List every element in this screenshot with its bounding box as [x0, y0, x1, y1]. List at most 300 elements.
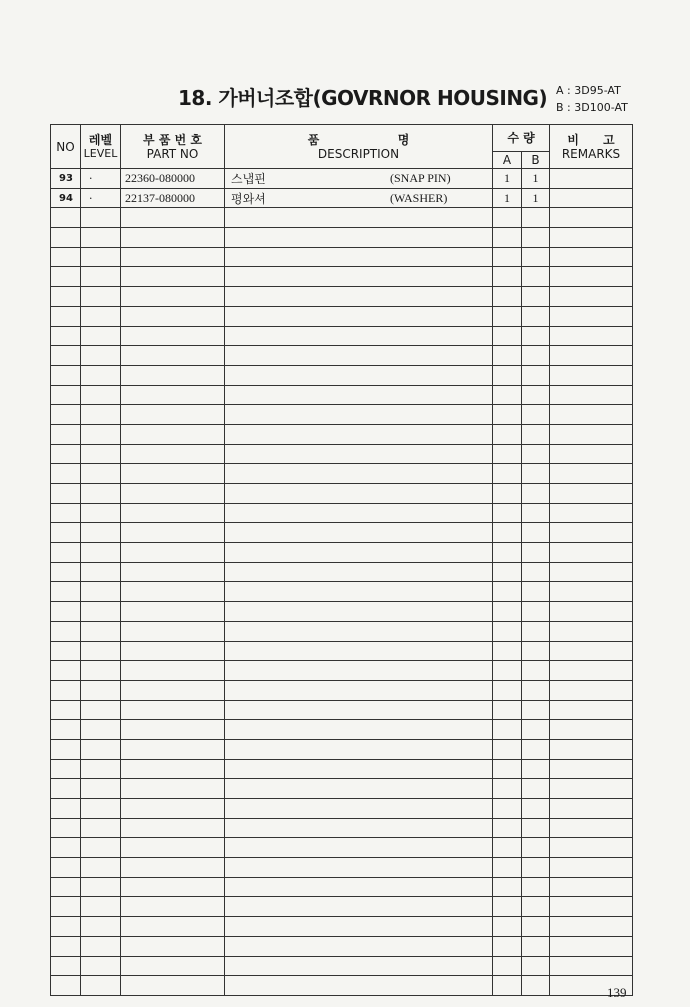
empty-cell — [550, 700, 633, 720]
row-qty-a: 1 — [493, 169, 522, 189]
empty-cell — [522, 503, 550, 523]
empty-cell — [522, 365, 550, 385]
part-en-label: PART NO — [146, 146, 199, 161]
empty-cell — [493, 228, 522, 248]
empty-cell — [121, 759, 225, 779]
empty-cell — [225, 680, 493, 700]
empty-cell — [81, 621, 121, 641]
empty-cell — [522, 739, 550, 759]
empty-cell — [522, 326, 550, 346]
empty-cell — [493, 759, 522, 779]
desc-ko-label — [225, 133, 492, 147]
empty-cell — [550, 385, 633, 405]
empty-cell — [81, 484, 121, 504]
empty-cell — [225, 858, 493, 878]
level-en-label: LEVEL — [83, 146, 118, 160]
empty-cell — [81, 917, 121, 937]
empty-table-row — [51, 464, 633, 484]
empty-cell — [493, 956, 522, 976]
empty-cell — [121, 602, 225, 622]
empty-table-row — [51, 346, 633, 366]
empty-cell — [550, 424, 633, 444]
empty-table-row — [51, 365, 633, 385]
empty-table-row — [51, 680, 633, 700]
empty-cell — [51, 877, 81, 897]
empty-cell — [493, 838, 522, 858]
empty-table-row — [51, 208, 633, 228]
empty-cell — [121, 484, 225, 504]
col-remarks-header — [550, 125, 633, 169]
empty-cell — [81, 661, 121, 681]
empty-cell — [550, 779, 633, 799]
empty-cell — [81, 582, 121, 602]
empty-table-row — [51, 267, 633, 287]
empty-cell — [522, 621, 550, 641]
part-ko-label: 부 품 번 호 — [143, 132, 202, 147]
empty-table-row — [51, 936, 633, 956]
empty-cell — [121, 799, 225, 819]
empty-cell — [493, 976, 522, 996]
empty-cell — [81, 956, 121, 976]
page-number: 139 — [607, 985, 627, 1000]
empty-cell — [225, 405, 493, 425]
empty-cell — [51, 424, 81, 444]
empty-table-row — [51, 838, 633, 858]
row-level: · — [81, 169, 121, 189]
empty-cell — [225, 346, 493, 366]
empty-cell — [51, 680, 81, 700]
empty-cell — [81, 287, 121, 307]
empty-cell — [550, 543, 633, 563]
empty-cell — [51, 838, 81, 858]
empty-cell — [225, 956, 493, 976]
empty-cell — [81, 346, 121, 366]
empty-cell — [51, 602, 81, 622]
empty-cell — [225, 582, 493, 602]
empty-cell — [550, 405, 633, 425]
empty-cell — [493, 247, 522, 267]
empty-cell — [121, 877, 225, 897]
empty-cell — [81, 799, 121, 819]
empty-cell — [121, 562, 225, 582]
empty-cell — [493, 877, 522, 897]
empty-cell — [81, 936, 121, 956]
empty-cell — [522, 208, 550, 228]
empty-cell — [493, 365, 522, 385]
empty-cell — [81, 838, 121, 858]
remarks-ko-label: 비 고 — [567, 132, 615, 147]
model-b: B : 3D100-AT — [556, 101, 628, 114]
empty-cell — [51, 976, 81, 996]
empty-cell — [225, 976, 493, 996]
empty-cell — [225, 444, 493, 464]
desc-ko-label-2: 명 — [397, 132, 410, 147]
empty-cell — [51, 444, 81, 464]
empty-cell — [81, 424, 121, 444]
empty-cell — [225, 424, 493, 444]
empty-cell — [522, 799, 550, 819]
empty-cell — [225, 838, 493, 858]
empty-cell — [522, 385, 550, 405]
empty-cell — [51, 582, 81, 602]
empty-cell — [522, 897, 550, 917]
empty-cell — [121, 228, 225, 248]
empty-cell — [522, 700, 550, 720]
empty-cell — [51, 208, 81, 228]
empty-cell — [225, 503, 493, 523]
empty-cell — [121, 818, 225, 838]
empty-cell — [225, 799, 493, 819]
model-a: A : 3D95-AT — [556, 84, 621, 97]
empty-table-row — [51, 385, 633, 405]
empty-cell — [121, 680, 225, 700]
empty-cell — [81, 503, 121, 523]
empty-cell — [121, 247, 225, 267]
empty-cell — [225, 208, 493, 228]
empty-cell — [121, 897, 225, 917]
empty-cell — [81, 385, 121, 405]
empty-table-row — [51, 661, 633, 681]
empty-cell — [225, 365, 493, 385]
empty-cell — [522, 346, 550, 366]
empty-cell — [51, 306, 81, 326]
empty-table-row — [51, 228, 633, 248]
empty-cell — [225, 739, 493, 759]
empty-table-row — [51, 858, 633, 878]
empty-cell — [225, 641, 493, 661]
empty-cell — [81, 247, 121, 267]
empty-cell — [51, 228, 81, 248]
empty-cell — [81, 306, 121, 326]
row-no: 94 — [51, 188, 81, 208]
empty-cell — [81, 739, 121, 759]
empty-cell — [522, 464, 550, 484]
empty-cell — [522, 838, 550, 858]
empty-cell — [550, 326, 633, 346]
empty-table-row — [51, 444, 633, 464]
empty-cell — [550, 247, 633, 267]
col-no-header: NO — [51, 125, 81, 169]
empty-cell — [522, 543, 550, 563]
empty-cell — [51, 326, 81, 346]
empty-cell — [121, 661, 225, 681]
empty-cell — [493, 543, 522, 563]
empty-cell — [121, 582, 225, 602]
empty-cell — [522, 877, 550, 897]
empty-table-row — [51, 720, 633, 740]
empty-cell — [493, 621, 522, 641]
empty-cell — [51, 720, 81, 740]
empty-cell — [522, 602, 550, 622]
empty-table-row — [51, 326, 633, 346]
empty-table-row — [51, 602, 633, 622]
empty-cell — [493, 464, 522, 484]
empty-cell — [81, 326, 121, 346]
col-level-header — [81, 125, 121, 169]
empty-cell — [550, 346, 633, 366]
empty-cell — [550, 365, 633, 385]
empty-cell — [51, 739, 81, 759]
empty-cell — [81, 700, 121, 720]
empty-table-row — [51, 897, 633, 917]
empty-cell — [493, 858, 522, 878]
empty-table-row — [51, 641, 633, 661]
empty-cell — [121, 720, 225, 740]
empty-cell — [522, 818, 550, 838]
empty-cell — [81, 208, 121, 228]
row-description — [225, 188, 493, 208]
empty-cell — [550, 562, 633, 582]
empty-cell — [550, 602, 633, 622]
empty-cell — [225, 562, 493, 582]
empty-cell — [51, 503, 81, 523]
parts-table — [50, 124, 633, 996]
empty-cell — [121, 464, 225, 484]
empty-cell — [550, 917, 633, 937]
empty-cell — [493, 385, 522, 405]
empty-cell — [550, 208, 633, 228]
empty-table-row — [51, 818, 633, 838]
empty-table-row — [51, 484, 633, 504]
empty-cell — [121, 346, 225, 366]
empty-cell — [225, 936, 493, 956]
row-description — [225, 169, 493, 189]
empty-cell — [51, 267, 81, 287]
empty-cell — [493, 602, 522, 622]
empty-cell — [550, 582, 633, 602]
empty-cell — [121, 956, 225, 976]
empty-cell — [550, 621, 633, 641]
empty-cell — [493, 306, 522, 326]
empty-table-row — [51, 287, 633, 307]
empty-cell — [522, 759, 550, 779]
empty-cell — [121, 523, 225, 543]
empty-cell — [550, 897, 633, 917]
empty-cell — [81, 897, 121, 917]
empty-table-row — [51, 799, 633, 819]
empty-cell — [493, 208, 522, 228]
empty-cell — [550, 877, 633, 897]
row-desc-en: (WASHER) — [390, 190, 448, 205]
row-desc-ko: 스냅핀 — [231, 171, 266, 186]
empty-cell — [81, 858, 121, 878]
empty-table-row — [51, 877, 633, 897]
empty-cell — [493, 444, 522, 464]
empty-table-row — [51, 700, 633, 720]
empty-table-row — [51, 306, 633, 326]
empty-cell — [550, 720, 633, 740]
empty-cell — [81, 602, 121, 622]
empty-cell — [121, 838, 225, 858]
empty-cell — [522, 680, 550, 700]
row-remarks — [550, 188, 633, 208]
empty-cell — [51, 484, 81, 504]
empty-cell — [522, 444, 550, 464]
empty-cell — [493, 739, 522, 759]
empty-cell — [51, 346, 81, 366]
empty-cell — [522, 287, 550, 307]
empty-cell — [225, 523, 493, 543]
empty-cell — [493, 424, 522, 444]
empty-cell — [51, 365, 81, 385]
table-row — [51, 188, 633, 208]
row-desc-ko: 평와셔 — [231, 191, 266, 206]
empty-cell — [81, 641, 121, 661]
empty-cell — [493, 799, 522, 819]
empty-cell — [493, 779, 522, 799]
empty-cell — [550, 523, 633, 543]
empty-table-row — [51, 405, 633, 425]
empty-cell — [225, 621, 493, 641]
col-qty-a-header: A — [493, 152, 522, 169]
empty-cell — [225, 897, 493, 917]
empty-cell — [225, 306, 493, 326]
empty-cell — [225, 247, 493, 267]
empty-cell — [51, 621, 81, 641]
empty-cell — [81, 877, 121, 897]
col-qty-b-header: B — [522, 152, 550, 169]
empty-cell — [51, 917, 81, 937]
empty-cell — [522, 267, 550, 287]
empty-table-row — [51, 759, 633, 779]
empty-cell — [225, 779, 493, 799]
empty-cell — [493, 523, 522, 543]
page-title: 18. 가버너조합(GOVRNOR HOUSING) — [178, 86, 548, 110]
empty-cell — [121, 779, 225, 799]
empty-cell — [522, 956, 550, 976]
empty-cell — [522, 720, 550, 740]
empty-cell — [225, 700, 493, 720]
empty-cell — [51, 562, 81, 582]
empty-cell — [550, 641, 633, 661]
empty-cell — [493, 287, 522, 307]
empty-cell — [225, 543, 493, 563]
empty-cell — [51, 385, 81, 405]
empty-table-row — [51, 543, 633, 563]
empty-cell — [493, 346, 522, 366]
row-no: 93 — [51, 169, 81, 189]
empty-cell — [493, 326, 522, 346]
empty-table-row — [51, 917, 633, 937]
empty-cell — [493, 405, 522, 425]
col-qty-header: 수 량 — [493, 125, 550, 152]
empty-cell — [493, 936, 522, 956]
empty-cell — [550, 464, 633, 484]
empty-cell — [225, 720, 493, 740]
empty-cell — [522, 936, 550, 956]
empty-cell — [81, 365, 121, 385]
empty-cell — [225, 464, 493, 484]
table-row — [51, 169, 633, 189]
empty-cell — [51, 543, 81, 563]
empty-cell — [493, 641, 522, 661]
empty-cell — [51, 287, 81, 307]
empty-cell — [493, 818, 522, 838]
empty-cell — [121, 405, 225, 425]
row-part-no: 22360-080000 — [121, 169, 225, 189]
empty-table-row — [51, 247, 633, 267]
row-qty-b: 1 — [522, 188, 550, 208]
empty-cell — [121, 267, 225, 287]
empty-cell — [550, 287, 633, 307]
empty-cell — [81, 444, 121, 464]
empty-cell — [51, 464, 81, 484]
desc-ko-label-1: 품 — [307, 132, 320, 147]
empty-cell — [522, 858, 550, 878]
empty-cell — [550, 267, 633, 287]
empty-cell — [225, 287, 493, 307]
empty-cell — [81, 405, 121, 425]
row-qty-b: 1 — [522, 169, 550, 189]
empty-table-row — [51, 523, 633, 543]
empty-cell — [550, 484, 633, 504]
empty-cell — [493, 700, 522, 720]
empty-cell — [493, 720, 522, 740]
empty-cell — [81, 976, 121, 996]
empty-cell — [51, 779, 81, 799]
empty-cell — [121, 700, 225, 720]
empty-table-row — [51, 424, 633, 444]
empty-cell — [51, 405, 81, 425]
empty-cell — [121, 424, 225, 444]
empty-cell — [121, 858, 225, 878]
empty-table-row — [51, 956, 633, 976]
row-desc-en: (SNAP PIN) — [390, 171, 451, 185]
empty-cell — [81, 543, 121, 563]
empty-cell — [121, 641, 225, 661]
row-remarks — [550, 169, 633, 189]
empty-cell — [121, 543, 225, 563]
empty-cell — [522, 228, 550, 248]
empty-cell — [522, 641, 550, 661]
empty-cell — [51, 759, 81, 779]
row-level: · — [81, 188, 121, 208]
empty-cell — [550, 444, 633, 464]
empty-cell — [121, 503, 225, 523]
empty-cell — [493, 897, 522, 917]
empty-cell — [51, 956, 81, 976]
empty-cell — [225, 759, 493, 779]
empty-cell — [121, 976, 225, 996]
empty-table-row — [51, 503, 633, 523]
empty-cell — [121, 287, 225, 307]
empty-cell — [550, 936, 633, 956]
empty-cell — [550, 759, 633, 779]
empty-cell — [81, 562, 121, 582]
empty-cell — [225, 602, 493, 622]
empty-table-row — [51, 582, 633, 602]
empty-cell — [522, 424, 550, 444]
empty-cell — [51, 799, 81, 819]
empty-cell — [522, 562, 550, 582]
empty-cell — [81, 720, 121, 740]
empty-table-row — [51, 562, 633, 582]
empty-cell — [121, 444, 225, 464]
empty-table-row — [51, 779, 633, 799]
empty-cell — [225, 267, 493, 287]
empty-cell — [51, 818, 81, 838]
empty-cell — [121, 208, 225, 228]
empty-cell — [51, 247, 81, 267]
remarks-en-label: REMARKS — [561, 146, 621, 161]
empty-cell — [51, 897, 81, 917]
empty-cell — [81, 818, 121, 838]
empty-cell — [225, 385, 493, 405]
desc-en-label: DESCRIPTION — [317, 146, 400, 161]
empty-cell — [522, 779, 550, 799]
empty-cell — [493, 484, 522, 504]
empty-cell — [550, 306, 633, 326]
